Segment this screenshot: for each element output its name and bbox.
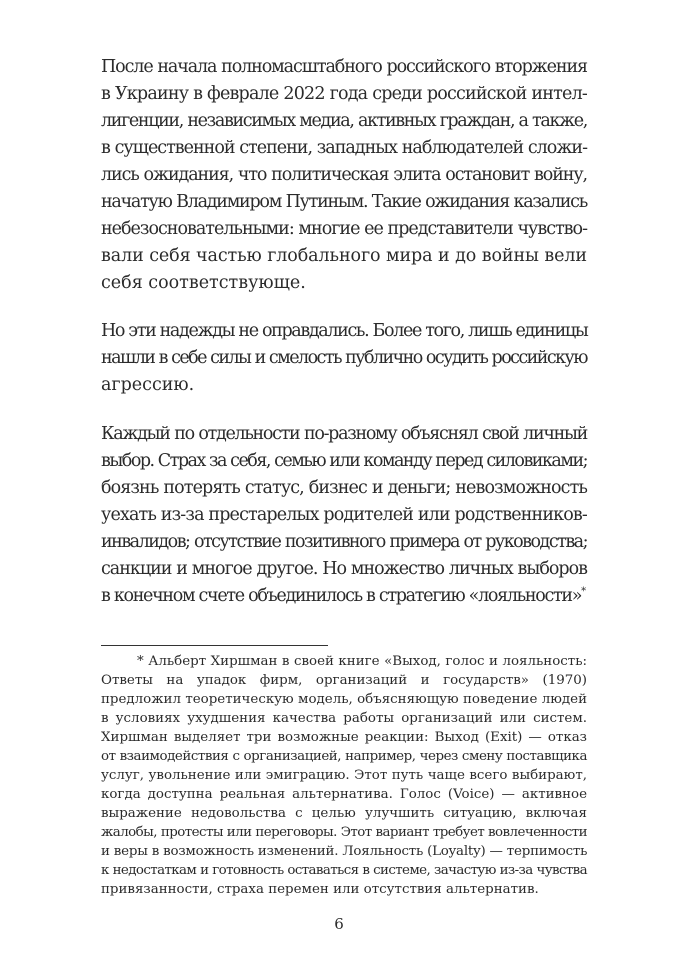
- body-line: уехать из-за престарелых родителей или родственников-: [101, 505, 587, 525]
- page-number: 6: [334, 915, 344, 933]
- footnote-reference[interactable]: *: [581, 586, 585, 598]
- footnote-line: Хиршман выделяет три возможные реакции: Выход (Exit) — отказ: [101, 730, 587, 745]
- body-line: начатую Владимиром Путиным. Такие ожидания казались: [101, 192, 587, 212]
- footnote-line: Альберт Хиршман в своей книге «Выход, голос и лояльность:: [148, 654, 587, 669]
- body-line: себя соответствующе.: [101, 273, 306, 293]
- footnote-line: когда доступна реальная альтернатива. Голос (Voice) — активное: [101, 787, 587, 802]
- footnote-marker: *: [137, 654, 144, 669]
- body-line: нашли в себе силы и смелость публично осудить российскую: [101, 348, 587, 368]
- body-line: вали себя частью глобального мира и до войны вели: [101, 246, 587, 266]
- body-line: Но эти надежды не оправдались. Более того, лишь единицы: [101, 321, 588, 341]
- body-line: санкции и многое другое. Но множество личных выборов: [101, 559, 587, 579]
- body-line: После начала полномасштабного российского вторжения: [101, 57, 587, 77]
- body-line: Каждый по отдельности по-разному объяснял свой личный: [101, 424, 587, 444]
- body-line: в Украину в феврале 2022 года среди российской интел-: [101, 84, 587, 104]
- footnote-line: предложил теоретическую модель, объясняющую поведение людей: [101, 692, 587, 707]
- footnote-line: выражение недовольства с целью улучшить ситуацию, включая: [101, 806, 587, 821]
- footnote-line: жалобы, протесты или переговоры. Этот вариант требует вовлеченности: [101, 825, 587, 840]
- footnote-line: привязанности, страха перемен или отсутствия альтернатив.: [101, 882, 539, 897]
- body-line-text: в конечном счете объединилось в стратегию «лояльности»: [101, 586, 582, 606]
- footnote-divider: [101, 645, 328, 646]
- body-line: агрессию.: [101, 375, 195, 395]
- footnote-line: в условиях ухудшения качества работы организаций или систем.: [101, 711, 587, 726]
- footnote-line: Ответы на упадок фирм, организаций и государств» (1970): [101, 673, 587, 688]
- footnote-line: и веры в возможность изменений. Лояльность (Loyalty) — терпимость: [101, 844, 588, 859]
- body-line: боязнь потерять статус, бизнес и деньги; невозможность: [101, 478, 587, 498]
- body-line: инвалидов; отсутствие позитивного примера от руководства;: [101, 532, 587, 552]
- footnote-line: от взаимодействия с организацией, например, через смену поставщика: [101, 749, 587, 764]
- footnote-line: к недостаткам и готовность оставаться в системе, зачастую из-за чувства: [101, 863, 587, 878]
- body-line-with-footnote: [101, 583, 585, 610]
- body-line: лигенции, независимых медиа, активных граждан, а также,: [101, 111, 587, 131]
- body-line: в существенной степени, западных наблюдателей сложи-: [101, 138, 587, 158]
- body-line: выбор. Страх за себя, семью или команду перед силовиками;: [101, 451, 587, 471]
- footnote-line: услуг, увольнение или эмиграцию. Этот путь чаще всего выбирают,: [101, 768, 587, 783]
- body-line: небезосновательными: многие ее представители чувство-: [101, 219, 587, 239]
- footnote-line-first: [137, 652, 587, 671]
- body-line: лись ожидания, что политическая элита остановит войну,: [101, 165, 587, 185]
